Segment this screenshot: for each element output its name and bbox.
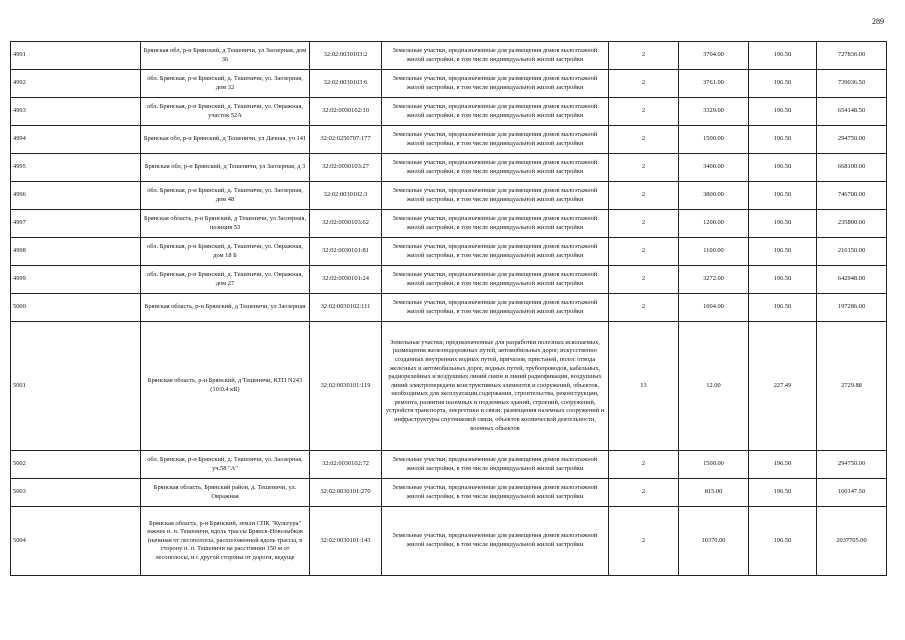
cadastral-value-cell: 235800.00: [817, 210, 887, 238]
land-use-cell: Земельные участки, предназначенные для размещения домов малоэтажной жилой застройки, в том числе индивидуальной жилой застройки: [382, 182, 609, 210]
address-cell: обл. Брянская, р-н Брянский, д. Тешеничи, ул. Заозерная, уч.58 "А": [141, 451, 310, 479]
cadastral-value-cell: 294750.00: [817, 126, 887, 154]
table-body: [11, 42, 887, 576]
cadastral-value-cell: 654148.50: [817, 98, 887, 126]
cadastral-value-cell: 668100.00: [817, 154, 887, 182]
land-use-cell: Земельные участки, предназначенные для размещения домов малоэтажной жилой застройки, в том числе индивидуальной жилой застройки: [382, 126, 609, 154]
unit-value-cell: 196.50: [749, 451, 817, 479]
unit-value-cell: 196.50: [749, 182, 817, 210]
table-row: [11, 479, 887, 507]
table-row: [11, 238, 887, 266]
category-code-cell: 13: [609, 322, 679, 451]
row-number: 4994: [11, 126, 141, 154]
table-row: [11, 210, 887, 238]
area-cell: 1500.00: [679, 451, 749, 479]
table-row: [11, 507, 887, 576]
address-cell: Брянская обл, р-н Брянский, д Тешеничи, ул Дачная, уч 141: [141, 126, 310, 154]
land-use-cell: Земельные участки, предназначенные для размещения домов малоэтажной жилой застройки, в том числе индивидуальной жилой застройки: [382, 70, 609, 98]
area-cell: 1200.00: [679, 210, 749, 238]
area-cell: 3329.00: [679, 98, 749, 126]
land-use-cell: Земельные участки, предназначенные для размещения домов малоэтажной жилой застройки, в том числе индивидуальной жилой застройки: [382, 479, 609, 507]
cadastral-value-cell: 2037705.00: [817, 507, 887, 576]
cadastral-number-cell: 32:02:0030102:72: [310, 451, 382, 479]
address-cell: Брянская обл, р-н Брянский, д Тешеничи, ул Заозерная, д 3: [141, 154, 310, 182]
cadastral-number-cell: 32:02:0030103:27: [310, 154, 382, 182]
address-cell: обл. Брянская, р-н Брянский, д. Тешеничи, ул. Заозерная, дом 48: [141, 182, 310, 210]
area-cell: 12.00: [679, 322, 749, 451]
unit-value-cell: 196.50: [749, 98, 817, 126]
unit-value-cell: 196.50: [749, 42, 817, 70]
table-row: [11, 98, 887, 126]
area-cell: 815.00: [679, 479, 749, 507]
land-use-cell: Земельные участки, предназначенные для размещения домов малоэтажной жилой застройки, в том числе индивидуальной жилой застройки: [382, 266, 609, 294]
row-number: 4999: [11, 266, 141, 294]
land-use-cell: Земельные участки, предназначенные для размещения домов малоэтажной жилой застройки, в том числе индивидуальной жилой застройки: [382, 238, 609, 266]
unit-value-cell: 196.50: [749, 210, 817, 238]
table-row: [11, 70, 887, 98]
land-use-cell: Земельные участки, предназначенные для размещения домов малоэтажной жилой застройки, в том числе индивидуальной жилой застройки: [382, 451, 609, 479]
category-code-cell: 2: [609, 126, 679, 154]
cadastral-value-cell: 197286.00: [817, 294, 887, 322]
category-code-cell: 2: [609, 238, 679, 266]
address-cell: обл. Брянская, р-н Брянский, д. Тешеничи, ул. Овражная, дом 27: [141, 266, 310, 294]
area-cell: 3272.00: [679, 266, 749, 294]
row-number: 4997: [11, 210, 141, 238]
category-code-cell: 2: [609, 451, 679, 479]
cadastral-number-cell: 32:02:0030102:10: [310, 98, 382, 126]
land-use-cell: Земельные участки, предназначенные для размещения домов малоэтажной жилой застройки, в том числе индивидуальной жилой застройки: [382, 507, 609, 576]
area-cell: 3704.00: [679, 42, 749, 70]
category-code-cell: 2: [609, 294, 679, 322]
cadastral-value-cell: 160147.50: [817, 479, 887, 507]
land-use-cell: Земельные участки, предназначенные для размещения домов малоэтажной жилой застройки, в том числе индивидуальной жилой застройки: [382, 294, 609, 322]
cadastral-number-cell: 32:02:0030102:3: [310, 182, 382, 210]
row-number: 4991: [11, 42, 141, 70]
cadastral-value-cell: 727836.00: [817, 42, 887, 70]
row-number: 5001: [11, 322, 141, 451]
unit-value-cell: 196.50: [749, 507, 817, 576]
cadastral-value-cell: 294750.00: [817, 451, 887, 479]
cadastral-number-cell: 32:02:0030101:24: [310, 266, 382, 294]
category-code-cell: 2: [609, 154, 679, 182]
table-row: [11, 154, 887, 182]
row-number: 5000: [11, 294, 141, 322]
row-number: 4996: [11, 182, 141, 210]
address-cell: Брянская область, Брянский район, д. Тешеничи, ул. Овражная: [141, 479, 310, 507]
area-cell: 3400.00: [679, 154, 749, 182]
cadastral-value-cell: 739036.50: [817, 70, 887, 98]
category-code-cell: 2: [609, 98, 679, 126]
land-use-cell: Земельные участки, предназначенные для разработки полезных ископаемых, размещения железнодорожных путей, автомобильных дорог, искусственно созданных внутренних водных путей, причалов, пристаней, полос отвода железных и автомобильных дорог, водных путей, трубопроводов, кабельных, радиорелейных и воздушных линий связи и линий радиофикации, воздушных линий электропередачи конструктивных элементов и сооружений, объектов, необходимых для эксплуатации,содержания, строительства, реконструкции, ремонта, развития наземных и подземных зданий, строений, сооружений, устройств транспорта, энергетики и связи; размещения наземных сооружений и инфраструктуры спутниковой связи, объектов космической деятельности, военных объектов: [382, 322, 609, 451]
unit-value-cell: 196.50: [749, 479, 817, 507]
table-row: [11, 126, 887, 154]
unit-value-cell: 196.50: [749, 266, 817, 294]
area-cell: 3761.00: [679, 70, 749, 98]
area-cell: 3800.00: [679, 182, 749, 210]
category-code-cell: 2: [609, 42, 679, 70]
address-cell: обл. Брянская, р-н Брянский, д. Тешеничи, ул. Заозерная, дом 32: [141, 70, 310, 98]
row-number: 4993: [11, 98, 141, 126]
table-row: [11, 322, 887, 451]
unit-value-cell: 227.49: [749, 322, 817, 451]
cadastral-value-cell: 746700.00: [817, 182, 887, 210]
category-code-cell: 2: [609, 210, 679, 238]
cadastral-value-table: [10, 41, 887, 576]
unit-value-cell: 196.50: [749, 70, 817, 98]
address-cell: Брянская область, р-н Брянский, земли СПК "Культура" южнее н. п. Тешеничи, вдоль трассы Брянск-Новозыбков (начиная от лесополосы, расположенной вдоль трассы, в сторону н. п. Тешеничи на расстоянии 150 м от лесополосы, и с другой стороны от дороги, ведуще: [141, 507, 310, 576]
address-cell: Брянская область, р-н Брянский, д Тешеничи, КТП N243 (10/0.4 кВ): [141, 322, 310, 451]
category-code-cell: 2: [609, 182, 679, 210]
area-cell: 1100.00: [679, 238, 749, 266]
address-cell: обл. Брянская, р-н Брянский, д. Тешеничи, ул. Овражная, дом 18 Б: [141, 238, 310, 266]
area-cell: 10370.00: [679, 507, 749, 576]
cadastral-number-cell: 32:02:0030103:6: [310, 70, 382, 98]
unit-value-cell: 196.50: [749, 238, 817, 266]
table-row: [11, 451, 887, 479]
address-cell: Брянская обл, р-н Брянский, д Тешеничи, ул Заозерная, дом 36: [141, 42, 310, 70]
address-cell: обл. Брянская, р-н Брянский, д. Тешеничи, ул. Овражная, участок 52А: [141, 98, 310, 126]
category-code-cell: 2: [609, 266, 679, 294]
page-number: 289: [872, 17, 884, 26]
cadastral-number-cell: 32:02:0030103:62: [310, 210, 382, 238]
table-row: [11, 42, 887, 70]
land-use-cell: Земельные участки, предназначенные для размещения домов малоэтажной жилой застройки, в том числе индивидуальной жилой застройки: [382, 42, 609, 70]
table-row: [11, 182, 887, 210]
category-code-cell: 2: [609, 70, 679, 98]
area-cell: 1500.00: [679, 126, 749, 154]
unit-value-cell: 196.50: [749, 294, 817, 322]
category-code-cell: 2: [609, 479, 679, 507]
table-row: [11, 294, 887, 322]
cadastral-number-cell: 32:02:0030101:119: [310, 322, 382, 451]
land-use-cell: Земельные участки, предназначенные для размещения домов малоэтажной жилой застройки, в том числе индивидуальной жилой застройки: [382, 154, 609, 182]
table-row: [11, 266, 887, 294]
cadastral-number-cell: 32:02:0030101:143: [310, 507, 382, 576]
row-number: 4995: [11, 154, 141, 182]
cadastral-value-cell: 642948.00: [817, 266, 887, 294]
unit-value-cell: 196.50: [749, 126, 817, 154]
address-cell: Брянская область, р-н Брянский, д Тешеничи, ул Заозерная: [141, 294, 310, 322]
cadastral-number-cell: 32:02:0030101:270: [310, 479, 382, 507]
cadastral-number-cell: 32:02:0030103:2: [310, 42, 382, 70]
row-number: 4992: [11, 70, 141, 98]
area-cell: 1004.00: [679, 294, 749, 322]
unit-value-cell: 196.50: [749, 154, 817, 182]
cadastral-value-cell: 2729.88: [817, 322, 887, 451]
cadastral-number-cell: 32:02:0030102:111: [310, 294, 382, 322]
row-number: 5002: [11, 451, 141, 479]
cadastral-value-cell: 216150.00: [817, 238, 887, 266]
row-number: 5003: [11, 479, 141, 507]
address-cell: Брянская область, р-н Брянский, д Тешеничи, ул Заозерная, позиция 53: [141, 210, 310, 238]
cadastral-number-cell: 32:02:0250707:177: [310, 126, 382, 154]
row-number: 5004: [11, 507, 141, 576]
category-code-cell: 2: [609, 507, 679, 576]
land-use-cell: Земельные участки, предназначенные для размещения домов малоэтажной жилой застройки, в том числе индивидуальной жилой застройки: [382, 210, 609, 238]
cadastral-number-cell: 32:02:0030101:81: [310, 238, 382, 266]
land-use-cell: Земельные участки, предназначенные для размещения домов малоэтажной жилой застройки, в том числе индивидуальной жилой застройки: [382, 98, 609, 126]
row-number: 4998: [11, 238, 141, 266]
